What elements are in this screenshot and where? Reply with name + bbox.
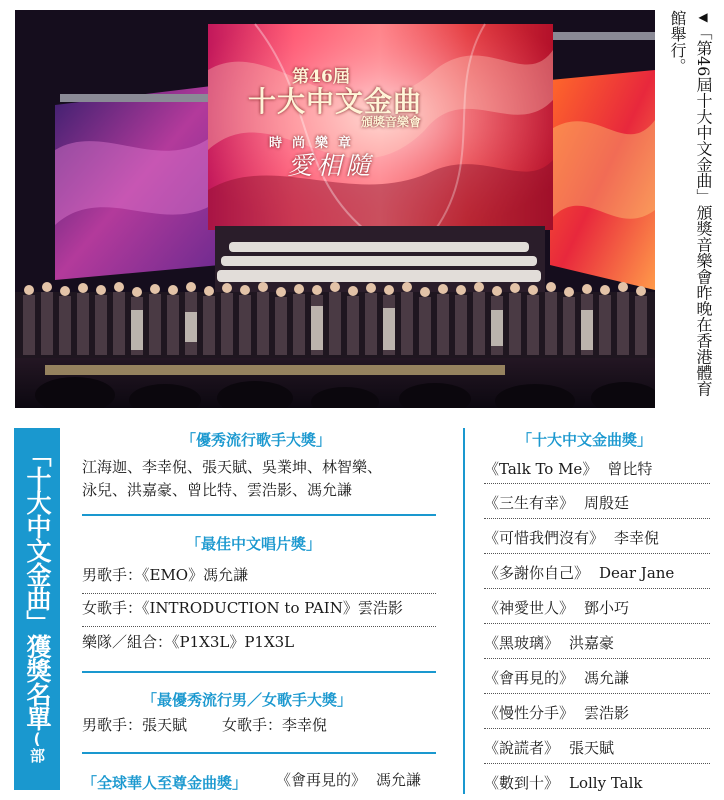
most-outstanding-male: 男歌手：張天賦 bbox=[82, 716, 188, 734]
top-ten-row bbox=[484, 702, 710, 723]
divider bbox=[82, 514, 436, 516]
song-singer: 張天賦 bbox=[569, 739, 615, 757]
song-title: 《可惜我們沒有》 bbox=[484, 529, 605, 547]
performers bbox=[15, 282, 655, 358]
divider bbox=[484, 693, 710, 694]
divider bbox=[484, 728, 710, 729]
divider bbox=[82, 752, 436, 754]
outstanding-singer-line-1: 江海迦、李幸倪、張天賦、吳業坤、林智樂、 bbox=[82, 458, 383, 476]
best-album-band: 樂隊／組合：《P1X3L》P1X3L bbox=[82, 633, 295, 651]
song-title: 《會再見的》 bbox=[484, 669, 575, 687]
caption-text: 「第46屆十大中文金曲」頒獎音樂會昨晚在香港體育館舉行。 bbox=[668, 10, 713, 397]
caption-marker-icon: ◀ bbox=[696, 10, 710, 24]
column-divider bbox=[463, 428, 465, 794]
top-ten-row bbox=[484, 527, 710, 548]
heading-most-outstanding: 「最優秀流行男／女歌手大獎」 bbox=[142, 691, 353, 709]
screen-slogan-top: 時尚樂章 bbox=[268, 136, 361, 151]
top-ten-row bbox=[484, 562, 710, 583]
outstanding-singer-line-2: 泳兒、洪嘉豪、曾比特、雲浩影、馮允謙 bbox=[82, 481, 353, 499]
top-ten-row bbox=[484, 737, 710, 758]
top-ten-row bbox=[484, 772, 710, 793]
song-title: 《三生有幸》 bbox=[484, 494, 575, 512]
heading-outstanding-singer: 「優秀流行歌手大獎」 bbox=[181, 431, 332, 449]
divider bbox=[484, 623, 710, 624]
divider bbox=[484, 553, 710, 554]
song-singer: 馮允謙 bbox=[584, 669, 630, 687]
song-singer: 洪嘉豪 bbox=[569, 634, 615, 652]
song-title: 《黑玻璃》 bbox=[484, 634, 560, 652]
song-title: 《Talk To Me》 bbox=[484, 460, 598, 478]
screen-subtitle: 頒獎音樂會 bbox=[360, 115, 421, 129]
top-ten-row bbox=[484, 632, 710, 653]
choir bbox=[217, 242, 541, 282]
heading-top-ten: 「十大中文金曲獎」 bbox=[517, 431, 653, 449]
divider bbox=[484, 763, 710, 764]
sidebar-title bbox=[14, 442, 60, 790]
song-singer: 鄧小巧 bbox=[584, 599, 630, 617]
song-title: 《說謊者》 bbox=[484, 739, 560, 757]
heading-best-album: 「最佳中文唱片獎」 bbox=[186, 535, 322, 553]
song-title: 《數到十》 bbox=[484, 774, 560, 792]
global-chinese-singer: 馮允謙 bbox=[376, 771, 422, 789]
divider bbox=[82, 626, 436, 627]
concert-photo bbox=[15, 10, 655, 408]
divider bbox=[82, 593, 436, 594]
screen-title: 十大中文金曲 bbox=[247, 85, 422, 118]
top-ten-row bbox=[484, 667, 710, 688]
global-chinese-song: 《會再見的》 bbox=[276, 771, 367, 789]
sidebar-note: (部 bbox=[28, 730, 46, 763]
song-singer: 曾比特 bbox=[607, 460, 653, 478]
song-title: 《多謝你自己》 bbox=[484, 564, 590, 582]
screen-edition: 第46屆 bbox=[292, 67, 350, 87]
divider bbox=[484, 518, 710, 519]
song-singer: 雲浩影 bbox=[584, 704, 630, 722]
screen-slogan-main: 愛相隨 bbox=[287, 151, 375, 180]
most-outstanding-female: 女歌手：李幸倪 bbox=[222, 716, 328, 734]
top-ten-row bbox=[484, 458, 710, 479]
song-singer: Lolly Talk bbox=[569, 774, 643, 792]
divider bbox=[484, 588, 710, 589]
divider bbox=[484, 483, 710, 484]
song-singer: 李幸倪 bbox=[614, 529, 660, 547]
photo-caption bbox=[662, 10, 716, 410]
sidebar-title-text: 「十大中文金曲」獲獎名單 bbox=[23, 442, 52, 730]
heading-global-chinese: 「全球華人至尊金曲獎」 bbox=[82, 774, 248, 792]
top-ten-row bbox=[484, 492, 710, 513]
divider bbox=[484, 658, 710, 659]
top-ten-row bbox=[484, 597, 710, 618]
divider bbox=[82, 671, 436, 673]
section-sidebar bbox=[14, 428, 60, 790]
song-singer: 周殷廷 bbox=[584, 494, 630, 512]
song-title: 《慢性分手》 bbox=[484, 704, 575, 722]
song-title: 《神愛世人》 bbox=[484, 599, 575, 617]
song-singer: Dear Jane bbox=[599, 564, 675, 582]
best-album-male: 男歌手：《EMO》馮允謙 bbox=[82, 566, 249, 584]
best-album-female: 女歌手：《INTRODUCTION to PAIN》雲浩影 bbox=[82, 599, 403, 617]
